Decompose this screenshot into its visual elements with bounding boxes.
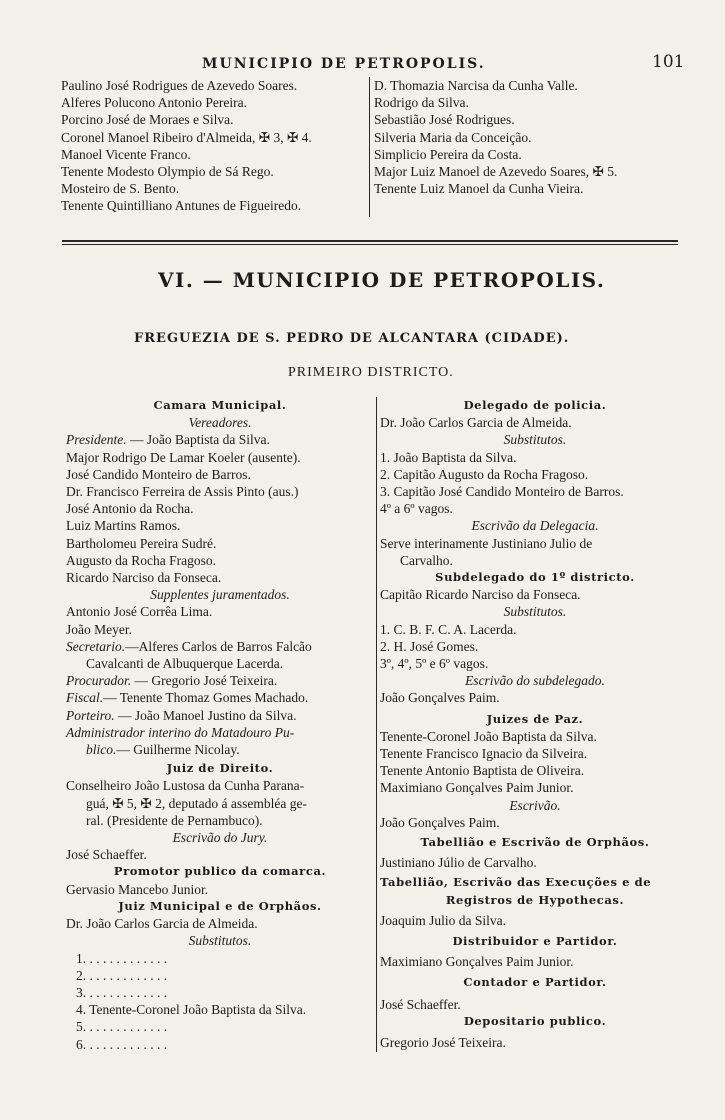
list-item: Bartholomeu Pereira Sudré.: [66, 535, 217, 551]
list-item: 4. Tenente-Coronel João Baptista da Silva.: [76, 1002, 307, 1018]
list-item: Manoel Vicente Franco.: [61, 146, 191, 162]
porteiro-line: [66, 707, 374, 724]
top-list-left: [61, 77, 312, 215]
escrivao-delegacia-label: Escrivão da Delegacia.: [471, 518, 599, 534]
list-item: João Meyer.: [66, 621, 132, 637]
escrivao-jury-label: Escrivão do Jury.: [172, 830, 268, 846]
list-item: Sebastião José Rodrigues.: [374, 112, 515, 128]
person-name: — João Baptista da Silva.: [126, 432, 270, 448]
list-item: Tenente-Coronel João Baptista da Silva.: [380, 728, 597, 744]
escrivao-subdelegado-name: João Gonçalves Paim.: [380, 690, 500, 706]
juiz-direito-line: Conselheiro João Lustosa da Cunha Parana-: [66, 778, 305, 794]
list-item: Major Rodrigo De Lamar Koeler (ausente).: [66, 449, 301, 465]
list-item: 3. Capitão José Candido Monteiro de Barros.: [380, 484, 624, 500]
column-divider: [369, 77, 370, 217]
role-label: Secretario.: [66, 638, 126, 654]
person-name: — Tenente Thomaz Gomes Machado.: [103, 690, 309, 706]
juiz-direito-heading: Juiz de Direito.: [166, 761, 274, 776]
contador-name: José Schaeffer.: [380, 996, 461, 1012]
role-label: Procurador.: [66, 673, 132, 689]
freguezia-heading: FREGUEZIA DE S. PEDRO DE ALCANTARA (CIDADE).: [134, 331, 570, 346]
tabelliao-orphaos-heading: Tabellião e Escrivão de Orphãos.: [420, 835, 650, 850]
list-item: Mosteiro de S. Bento.: [61, 181, 180, 197]
escrivao-paz-label: Escrivão.: [509, 797, 561, 813]
person-name: —Alferes Carlos de Barros Falcão: [125, 638, 312, 654]
camara-heading: Camara Municipal.: [153, 398, 287, 412]
list-item: 3. . . . . . . . . . . . .: [76, 984, 168, 1000]
list-item: Major Luiz Manoel de Azevedo Soares, ✠ 5.: [374, 164, 618, 180]
list-item: Ricardo Narciso da Fonseca.: [66, 570, 222, 586]
vereadores-label: Vereadores.: [188, 415, 252, 431]
list-item: Tenente Francisco Ignacio da Silveira.: [380, 746, 588, 762]
list-item: Paulino José Rodrigues de Azevedo Soares.: [61, 78, 298, 93]
top-list-right: [374, 77, 617, 197]
fiscal-line: [66, 689, 374, 706]
list-item: Silveria Maria da Conceição.: [374, 129, 532, 145]
column-divider: [376, 397, 377, 1052]
list-item: Porcino José de Moraes e Silva.: [61, 112, 234, 128]
subdelegado-heading: Subdelegado do 1º districto.: [435, 570, 635, 585]
promotor-name: Gervasio Mancebo Junior.: [66, 881, 209, 897]
list-item: 1. . . . . . . . . . . . .: [76, 950, 168, 966]
delegado-heading: Delegado de policia.: [463, 398, 607, 412]
administrador-line: Administrador interino do Matadouro Pu-: [66, 724, 295, 740]
list-item: D. Thomazia Narcisa da Cunha Valle.: [374, 78, 578, 93]
distrito-heading: PRIMEIRO DISTRICTO.: [288, 365, 454, 380]
tabelliao-execucoes-heading-2: Registros de Hypothecas.: [445, 892, 625, 907]
role-label: blico.: [86, 742, 117, 758]
list-item: Maximiano Gonçalves Paim Junior.: [380, 780, 574, 796]
list-item: 5. . . . . . . . . . . . .: [76, 1019, 168, 1035]
person-name: — Gregorio José Teixeira.: [131, 673, 278, 689]
page-number: 101: [652, 52, 685, 72]
delegado-name: Dr. João Carlos Garcia de Almeida.: [380, 415, 572, 431]
depositario-heading: Depositario publico.: [463, 1013, 607, 1028]
presidente-line: [66, 431, 374, 448]
right-column: [380, 397, 690, 1051]
person-name: — João Manoel Justino da Silva.: [114, 707, 297, 723]
distribuidor-heading: Distribuidor e Partidor.: [452, 934, 618, 949]
list-item: 2. Capitão Augusto da Rocha Fragoso.: [380, 466, 589, 482]
list-item: Dr. Francisco Ferreira de Assis Pinto (aus.): [66, 484, 299, 500]
list-item: Simplicio Pereira da Costa.: [374, 146, 522, 162]
role-label: Fiscal.: [66, 690, 104, 706]
escrivao-paz-name: João Gonçalves Paim.: [380, 814, 500, 830]
list-item: Tenente Modesto Olympio de Sá Rego.: [61, 164, 274, 180]
left-column: [66, 397, 374, 1053]
section-title: VI. — MUNICIPIO DE PETROPOLIS.: [158, 268, 606, 292]
section-rule-top: [62, 240, 678, 242]
juizes-paz-heading: Juizes de Paz.: [486, 711, 584, 726]
administrador-line-2: [66, 741, 374, 758]
promotor-heading: Promotor publico da comarca.: [113, 864, 327, 879]
escrivao-delegacia-line-2: Carvalho.: [400, 552, 453, 568]
list-item: Rodrigo da Silva.: [374, 95, 469, 111]
list-item: Tenente Quintilliano Antunes de Figueiredo.: [61, 198, 302, 214]
supplentes-label: Supplentes juramentados.: [150, 587, 290, 603]
list-item: 3º, 4º, 5º e 6º vagos.: [380, 656, 489, 672]
tabelliao-execucoes-heading: Tabellião, Escrivão das Execuções e de: [380, 875, 652, 890]
escrivao-subdelegado-label: Escrivão do subdelegado.: [465, 673, 605, 689]
escrivao-jury-name: José Schaeffer.: [66, 847, 147, 863]
substitutos-label: Substitutos.: [503, 604, 567, 620]
role-label: Presidente.: [66, 432, 127, 448]
list-item: José Antonio da Rocha.: [66, 501, 194, 517]
list-item: 1. João Baptista da Silva.: [380, 449, 517, 465]
list-item: Augusto da Rocha Fragoso.: [66, 552, 216, 568]
section-rule-bottom: [62, 244, 678, 245]
running-header: MUNICIPIO DE PETROPOLIS.: [202, 56, 486, 72]
subdelegado-name: Capitão Ricardo Narciso da Fonseca.: [380, 587, 581, 603]
list-item: Coronel Manoel Ribeiro d'Almeida, ✠ 3, ✠ 4.: [61, 129, 312, 145]
list-item: 4º a 6º vagos.: [380, 501, 453, 517]
list-item: Luiz Martins Ramos.: [66, 518, 181, 534]
list-item: José Candido Monteiro de Barros.: [66, 466, 251, 482]
distribuidor-name: Maximiano Gonçalves Paim Junior.: [380, 954, 574, 970]
list-item: Tenente Antonio Baptista de Oliveira.: [380, 763, 585, 779]
juiz-direito-line-3: ral. (Presidente de Pernambuco).: [86, 812, 263, 828]
juiz-municipal-name: Dr. João Carlos Garcia de Almeida.: [66, 916, 258, 932]
tabelliao-execucoes-name: Joaquim Julio da Silva.: [380, 912, 506, 928]
tabelliao-orphaos-name: Justiniano Júlio de Carvalho.: [380, 855, 537, 871]
list-item: 1. C. B. F. C. A. Lacerda.: [380, 621, 517, 637]
substitutos-label: Substitutos.: [188, 933, 252, 949]
list-item: 2. . . . . . . . . . . . .: [76, 967, 168, 983]
role-label: Porteiro.: [66, 707, 115, 723]
escrivao-delegacia-line: Serve interinamente Justiniano Julio de: [380, 535, 593, 551]
list-item: Alferes Polucono Antonio Pereira.: [61, 95, 247, 111]
list-item: Antonio José Corrêa Lima.: [66, 604, 213, 620]
secretario-line: [66, 638, 374, 655]
contador-heading: Contador e Partidor.: [463, 974, 607, 989]
list-item: Tenente Luiz Manoel da Cunha Vieira.: [374, 181, 584, 197]
list-item: 2. H. José Gomes.: [380, 638, 479, 654]
list-item: 6. . . . . . . . . . . . .: [76, 1036, 168, 1052]
substitutos-label: Substitutos.: [503, 432, 567, 448]
secretario-line-2: Cavalcanti de Albuquerque Lacerda.: [86, 656, 284, 672]
procurador-line: [66, 672, 374, 689]
juiz-direito-line-2: guá, ✠ 5, ✠ 2, deputado á assembléa ge-: [86, 795, 307, 811]
person-name: — Guilherme Nicolay.: [116, 742, 240, 758]
juiz-municipal-heading: Juiz Municipal e de Orphãos.: [118, 898, 322, 913]
depositario-name: Gregorio José Teixeira.: [380, 1035, 506, 1051]
